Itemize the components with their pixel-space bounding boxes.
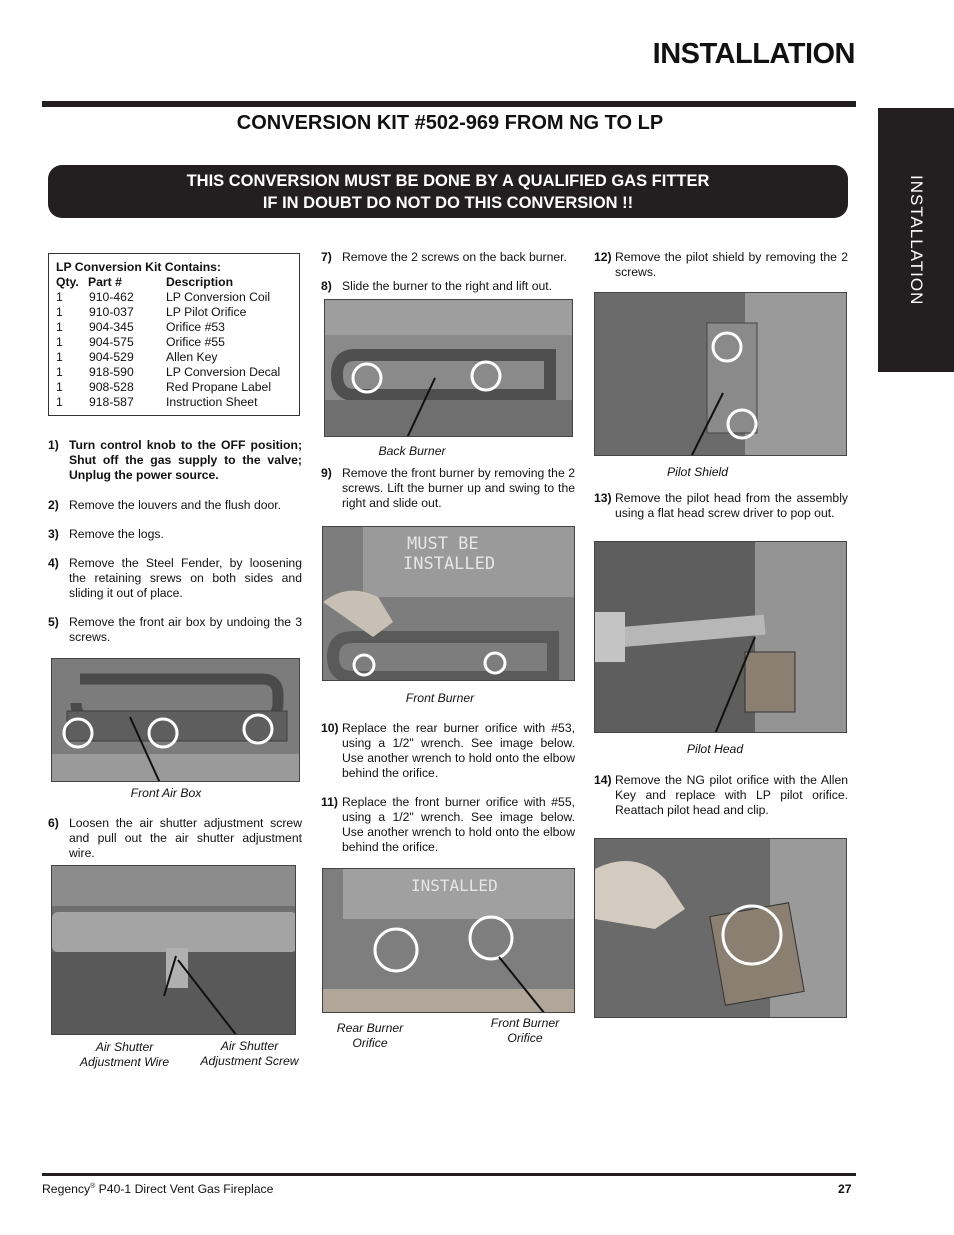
kit-col-part: Part #	[88, 275, 122, 289]
photo-illustration	[52, 659, 300, 782]
step-13	[594, 491, 848, 521]
step-1	[48, 438, 302, 483]
kit-part: 904-529	[89, 350, 134, 364]
kit-row	[56, 350, 292, 365]
kit-desc: Orifice #55	[166, 335, 225, 349]
kit-contents-box	[48, 253, 300, 416]
side-tab	[878, 108, 954, 372]
step-6	[48, 816, 302, 861]
page-number: 27	[838, 1182, 852, 1196]
step-text: Remove the louvers and the flush door.	[69, 498, 282, 512]
photo-orifices	[322, 868, 575, 1013]
warning-line-1: THIS CONVERSION MUST BE DONE BY A QUALIFIED GAS FITTER	[186, 171, 710, 190]
caption-front-air-box: Front Air Box	[130, 786, 202, 800]
kit-qty: 1	[56, 335, 63, 349]
step-10	[321, 721, 575, 781]
photo-illustration	[323, 869, 575, 1013]
photo-must-be-text: MUST BE	[407, 534, 479, 554]
kit-row	[56, 290, 292, 305]
step-number: 4)	[48, 556, 59, 570]
step-number: 5)	[48, 615, 59, 629]
photo-installed-text: INSTALLED	[403, 554, 496, 574]
photo-front-burner	[322, 526, 575, 681]
step-text: Replace the front burner orifice with #55, using a 1/2" wrench. See image below. Use another wrench to hold onto the elbow behind the orifice.	[342, 795, 575, 854]
kit-desc: Red Propane Label	[166, 380, 272, 394]
kit-qty: 1	[56, 290, 63, 304]
footer-product	[42, 1182, 273, 1196]
kit-col-desc: Description	[166, 275, 234, 289]
kit-row	[56, 380, 292, 395]
step-text: Remove the pilot head from the assembly using a flat head screw driver to pop out.	[615, 491, 848, 520]
kit-desc: Instruction Sheet	[166, 395, 258, 409]
step-7	[321, 250, 575, 265]
caption-rear-burner-orifice: Rear Burner Orifice	[336, 1021, 404, 1050]
kit-part: 908-528	[89, 380, 134, 394]
kit-row	[56, 305, 292, 320]
kit-part: 910-037	[89, 305, 134, 319]
step-number: 12)	[594, 250, 612, 264]
kit-row	[56, 365, 292, 380]
kit-desc: Allen Key	[166, 350, 218, 364]
page-title: INSTALLATION	[652, 38, 855, 70]
step-2	[48, 498, 302, 513]
footer-product-name: P40-1 Direct Vent Gas Fireplace	[95, 1182, 274, 1196]
step-text: Remove the logs.	[69, 527, 164, 541]
section-title: CONVERSION KIT #502-969 FROM NG TO LP	[236, 112, 664, 134]
photo-front-air-box	[51, 658, 300, 782]
footer-reg-mark: ®	[90, 1182, 96, 1190]
kit-col-qty: Qty.	[56, 275, 79, 289]
step-3	[48, 527, 302, 542]
photo-pilot-orifice	[594, 838, 847, 1018]
step-9	[321, 466, 575, 511]
step-14	[594, 773, 848, 818]
step-number: 10)	[321, 721, 339, 735]
kit-header-row	[56, 275, 292, 290]
step-number: 11)	[321, 795, 338, 809]
step-number: 7)	[321, 250, 332, 264]
kit-part: 904-345	[89, 320, 134, 334]
step-11	[321, 795, 575, 855]
footer-brand: Regency	[42, 1182, 91, 1196]
caption-air-shutter-wire: Air Shutter Adjustment Wire	[79, 1040, 170, 1069]
photo-illustration	[325, 300, 573, 437]
caption-pilot-head: Pilot Head	[686, 742, 744, 756]
photo-illustration	[595, 839, 847, 1018]
caption-front-burner-orifice: Front Burner Orifice	[490, 1016, 560, 1045]
photo-illustration	[595, 542, 847, 733]
step-text: Remove the front air box by undoing the 3 screws.	[69, 615, 302, 644]
warning-banner	[48, 165, 848, 218]
kit-row	[56, 320, 292, 335]
photo-illustration	[323, 527, 575, 681]
photo-illustration	[52, 866, 296, 1035]
step-number: 9)	[321, 466, 332, 480]
step-text: Turn control knob to the OFF position; Shut off the gas supply to the valve; Unplug the power source.	[69, 438, 302, 482]
step-text: Remove the Steel Fender, by loosening the retaining srews on both sides and sliding it out of place.	[69, 556, 302, 600]
header-rule	[42, 101, 856, 107]
step-text: Remove the front burner by removing the 2 screws. Lift the burner up and swing to the right and slide out.	[342, 466, 575, 510]
caption-front-burner: Front Burner	[405, 691, 475, 705]
photo-pilot-head	[594, 541, 847, 733]
photo-pilot-shield	[594, 292, 847, 456]
kit-part: 904-575	[89, 335, 134, 349]
kit-row	[56, 395, 292, 410]
warning-line-2: IF IN DOUBT DO NOT DO THIS CONVERSION !!	[262, 193, 634, 212]
kit-contents-title: LP Conversion Kit Contains:	[56, 260, 221, 274]
step-number: 3)	[48, 527, 59, 541]
kit-desc: LP Pilot Orifice	[166, 305, 247, 319]
step-number: 8)	[321, 279, 332, 293]
kit-part: 918-587	[89, 395, 134, 409]
step-number: 14)	[594, 773, 612, 787]
step-number: 1)	[48, 438, 59, 452]
step-number: 13)	[594, 491, 612, 505]
step-text: Remove the NG pilot orifice with the Allen Key and replace with LP pilot orifice. Reattach pilot head and clip.	[615, 773, 848, 817]
kit-qty: 1	[56, 350, 63, 364]
step-text: Remove the 2 screws on the back burner.	[342, 250, 567, 264]
kit-desc: LP Conversion Decal	[166, 365, 281, 379]
kit-desc: LP Conversion Coil	[166, 290, 271, 304]
kit-part: 910-462	[89, 290, 134, 304]
step-text: Remove the pilot shield by removing the 2 screws.	[615, 250, 848, 279]
step-4	[48, 556, 302, 601]
kit-desc: Orifice #53	[166, 320, 225, 334]
step-number: 6)	[48, 816, 59, 830]
caption-air-shutter-screw: Air Shutter Adjustment Screw	[200, 1039, 299, 1068]
step-5	[48, 615, 302, 645]
photo-air-shutter	[51, 865, 296, 1035]
photo-installed-text: INSTALLED	[411, 876, 498, 895]
step-text: Replace the rear burner orifice with #53, using a 1/2" wrench. See image below. Use another wrench to hold onto the elbow behind the orifice.	[342, 721, 575, 780]
step-8	[321, 279, 575, 294]
kit-qty: 1	[56, 305, 63, 319]
kit-part: 918-590	[89, 365, 134, 379]
footer-rule	[42, 1173, 856, 1176]
kit-qty: 1	[56, 395, 63, 409]
caption-pilot-shield: Pilot Shield	[667, 465, 728, 479]
step-text: Loosen the air shutter adjustment screw and pull out the air shutter adjustment wire.	[69, 816, 302, 860]
photo-back-burner	[324, 299, 573, 437]
kit-qty: 1	[56, 320, 63, 334]
kit-qty: 1	[56, 380, 63, 394]
caption-back-burner: Back Burner	[378, 444, 446, 458]
step-number: 2)	[48, 498, 59, 512]
photo-illustration	[595, 293, 847, 456]
step-12	[594, 250, 848, 280]
kit-qty: 1	[56, 365, 63, 379]
step-text: Slide the burner to the right and lift out.	[342, 279, 553, 293]
kit-row	[56, 335, 292, 350]
side-tab-label: INSTALLATION	[907, 174, 926, 306]
